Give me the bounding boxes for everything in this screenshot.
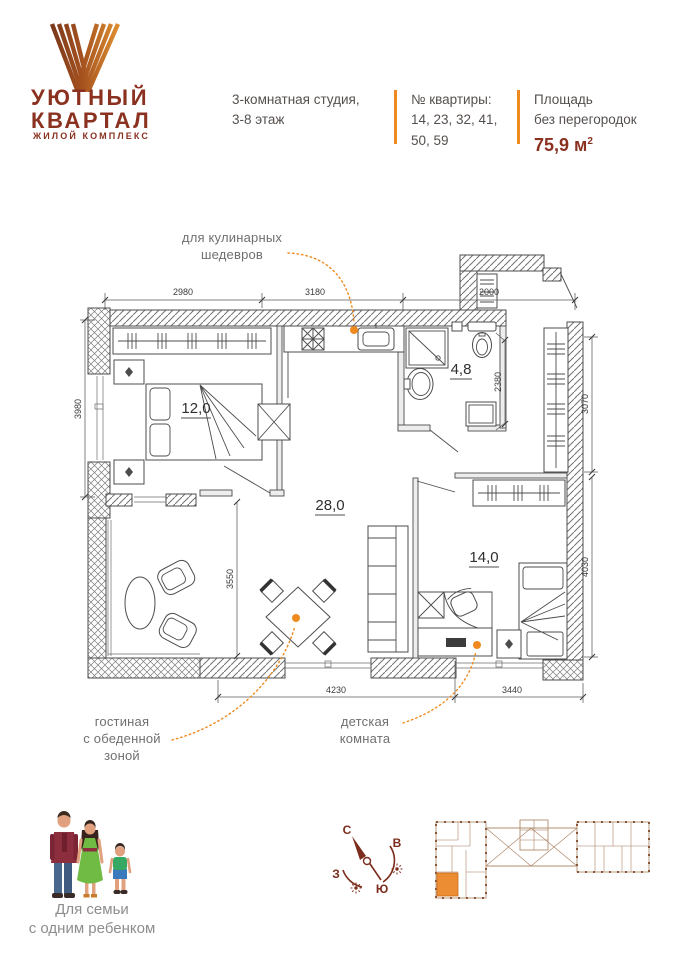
- double-bed-icon: [146, 384, 262, 460]
- brand-name: [31, 86, 151, 133]
- mother-figure: [77, 820, 103, 897]
- kitchen-fixtures: [284, 323, 404, 398]
- nightstand-icon: [114, 360, 144, 384]
- compass-east: В: [392, 836, 402, 850]
- bedroom-closet-icon: [113, 328, 271, 354]
- apartment-info-bar: [232, 90, 654, 159]
- shower-icon: [406, 328, 448, 368]
- stove-icon: [302, 328, 324, 350]
- father-figure: [50, 811, 78, 898]
- floor-plan: [0, 205, 679, 780]
- sofa-icon: [368, 526, 408, 652]
- apartment-numbers-line2: 50, 59: [411, 132, 449, 148]
- annotation-children-line2: комната: [339, 731, 391, 746]
- nightstand-icon: [114, 460, 144, 484]
- compass-north: С: [342, 823, 352, 837]
- oval-table-icon: [125, 577, 155, 629]
- area-value: 75,9 $м^2$: [534, 134, 593, 155]
- vent-icon: [452, 322, 462, 331]
- balcony-furniture: [125, 558, 199, 651]
- annotation-living-line1: гостиная: [94, 714, 150, 729]
- bathroom-sink-icon: [404, 369, 433, 400]
- annotation-living-line3: зоной: [104, 748, 140, 763]
- dim-left: 3980: [73, 398, 83, 420]
- washing-machine-icon: [466, 402, 496, 426]
- children-closet-icon: [473, 480, 565, 506]
- dim-top-2: 3180: [304, 287, 326, 297]
- wardrobe-icon: [258, 404, 290, 440]
- children-furniture: [418, 480, 567, 659]
- annotation-kitchen-line1: для кулинарных: [181, 230, 283, 245]
- compass-rose-icon: [332, 823, 402, 896]
- room-label-bathroom: 4,8: [450, 361, 472, 378]
- compass-west: З: [332, 867, 340, 881]
- compass-south: Ю: [375, 882, 389, 896]
- family-illustration: [29, 811, 156, 937]
- dim-top-3: 2000: [478, 287, 500, 297]
- armchair-icon: [156, 611, 199, 651]
- dim-bathroom: 2380: [493, 371, 503, 393]
- dim-bottom-2: 3440: [501, 685, 523, 695]
- annotation-living-line2: с обеденной: [83, 731, 161, 746]
- apartment-type-line2: 3-8 этаж: [232, 112, 285, 128]
- sun-icon: [351, 883, 362, 894]
- living-furniture: [261, 526, 408, 654]
- apartment-type-line1: 3-комнатная студия,: [232, 92, 360, 107]
- apartment-area: [534, 90, 654, 159]
- desk-chair-icon: [446, 586, 480, 619]
- brand-name-line2: КВАРТАЛ: [31, 108, 152, 134]
- room-label-bedroom: 12,0: [181, 400, 211, 417]
- footer: [0, 780, 679, 960]
- annotation-children: [340, 641, 481, 746]
- brand-tagline: ЖИЛОЙ КОМПЛЕКС: [33, 131, 150, 141]
- dim-right-lower: 4030: [580, 556, 590, 578]
- orange-divider: [394, 90, 397, 144]
- annotation-kitchen-line2: шедевров: [200, 247, 264, 262]
- area-label-line1: Площадь: [534, 92, 593, 107]
- apartment-type: [232, 90, 380, 131]
- laptop-icon: [446, 638, 466, 647]
- apartment-numbers: [411, 90, 503, 151]
- armchair-icon: [155, 558, 198, 598]
- annotation-children-line1: детская: [340, 714, 390, 729]
- child-figure: [110, 843, 130, 894]
- single-bed-icon: [519, 563, 567, 659]
- hall-furniture: [477, 274, 568, 472]
- dim-inner-left: 3550: [225, 568, 235, 590]
- brand-name-line1: УЮТНЫЙ: [31, 85, 150, 110]
- outer-walls: [88, 255, 583, 680]
- apartment-numbers-label: № квартиры:: [411, 92, 492, 107]
- toilet-icon: [468, 322, 496, 358]
- cabinet-icon: [418, 592, 444, 618]
- area-label-line2: без перегородок: [534, 112, 637, 128]
- sun-icon: [392, 864, 403, 875]
- room-label-children: 14,0: [469, 549, 499, 566]
- dim-right-upper: 3070: [580, 393, 590, 415]
- orange-divider: [517, 90, 520, 144]
- nightstand-icon: [497, 630, 521, 658]
- highlighted-unit: [437, 873, 458, 896]
- dim-top-1: 2980: [172, 287, 194, 297]
- building-overview-plan: [436, 820, 649, 898]
- brand-logo-icon: [40, 18, 130, 92]
- dim-bottom-1: 4230: [325, 685, 347, 695]
- room-label-living: 28,0: [315, 497, 345, 514]
- family-caption-line2: с одним ребенком: [28, 920, 156, 937]
- hall-wardrobe-icon: [544, 328, 568, 472]
- apartment-numbers-line1: 14, 23, 32, 41,: [411, 112, 498, 128]
- family-caption-line1: Для семьи: [55, 901, 129, 918]
